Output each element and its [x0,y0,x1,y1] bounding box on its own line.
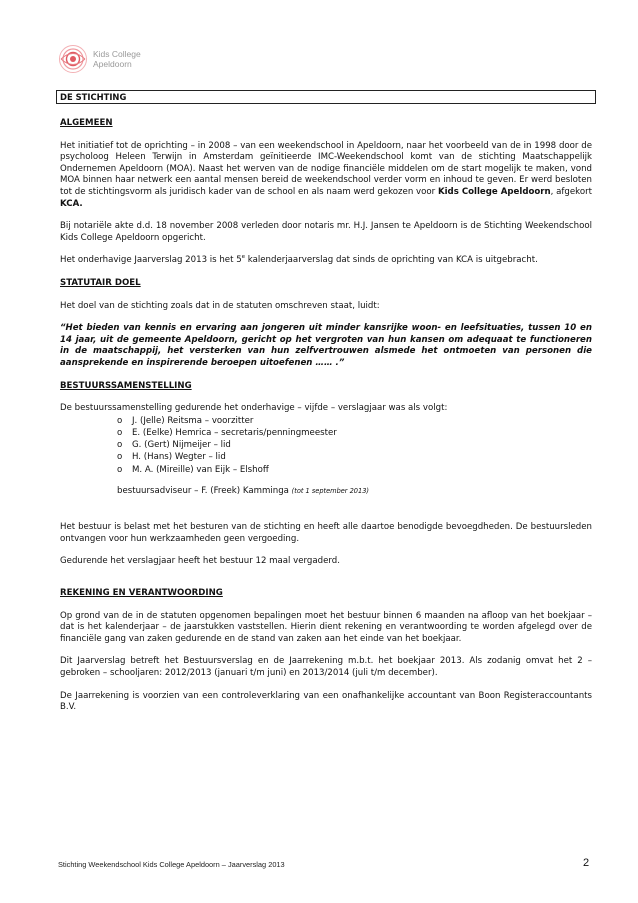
board-member-name: H. (Hans) Wegter – lid [132,452,226,463]
algemeen-paragraph-3 [60,255,592,267]
logo-wordmark [93,49,141,69]
rekening-paragraph-2: Dit Jaarverslag betreft het Bestuursverslag en de Jaarrekening m.b.t. het boekjaar 2013. Als zodanig omvat het 2 – gebroken – schooljaren: 2012/2013 (januari t/m juni) en 2013/2014 (juli t/m december). [60,656,592,679]
algemeen-p1-mid: , afgekort [550,186,592,197]
board-member [60,464,592,476]
board-member-name: E. (Eelke) Hemrica – secretaris/penningmeester [132,427,337,438]
document-body [60,118,592,725]
list-bullet-icon: o [117,464,123,475]
list-bullet-icon: o [117,440,123,451]
board-advisor [60,486,592,498]
heading-statutair-doel: STATUTAIR DOEL [60,277,141,288]
algemeen-paragraph-1 [60,141,592,211]
page-number: 2 [583,857,590,869]
algemeen-p3-a: Het onderhavige Jaarverslag 2013 is het 5 [60,255,242,266]
section-title-bar [56,90,596,104]
rekening-paragraph-3: De Jaarrekening is voorzien van een controleverklaring van een onafhankelijke accountant van Boon Registeraccountants B.V. [60,690,592,713]
school-abbreviation: KCA. [60,198,83,209]
board-advisor-note: (tot 1 september 2013) [291,486,369,495]
statutair-paragraph-1: Het doel van de stichting zoals dat in de statuten omschreven staat, luidt: [60,300,380,311]
spacer [60,579,592,588]
list-bullet-icon: o [117,427,123,438]
board-member [60,439,592,451]
board-advisor-name: bestuursadviseur – F. (Freek) Kamminga [117,485,292,496]
list-bullet-icon: o [117,452,123,463]
algemeen-p1-text: Het initiatief tot de oprichting – in 2008 – van een weekendschool in Apeldoorn, naar het voorbeeld van de in 1998 door de psycholoog Heleen Terwijn in Amsterdam geïnitieerde IMC-Weekendschool komt van de stichting Maatschappelijk Ondernemen Apeldoorn (MOA). Naast het werven van de nodige financiële middelen om de start mogelijk te maken, vond MOA binnen haar netwerk een aantal mensen bereid de weekendschool verder vorm en inhoud te geven. Er werd besloten tot de stichtingsvorm als juridisch kader van de school en als naam werd gekozen voor [60,140,592,197]
heading-bestuurssamenstelling: BESTUURSSAMENSTELLING [60,380,192,391]
heading-rekening-verantwoording: REKENING EN VERANTWOORDING [60,588,223,599]
board-member-name: G. (Gert) Nijmeijer – lid [132,440,231,451]
kids-college-logo-mark-icon [58,44,88,74]
logo-line-1: Kids College [93,49,141,59]
logo-line-2: Apeldoorn [93,59,132,69]
footer-text: Stichting Weekendschool Kids College Apeldoorn – Jaarverslag 2013 [58,860,285,869]
section-title: DE STICHTING [60,92,127,102]
algemeen-paragraph-2: Bij notariële akte d.d. 18 november 2008 verleden door notaris mr. H.J. Jansen te Apeldoorn is de Stichting Weekendschool Kids College Apeldoorn opgericht. [60,221,592,243]
heading-algemeen: ALGEMEEN [60,118,113,128]
bestuur-paragraph-2: Gedurende het verslagjaar heeft het bestuur 12 maal vergaderd. [60,556,340,567]
board-member-name: J. (Jelle) Reitsma – voorzitter [132,415,254,426]
board-member [60,427,592,439]
board-member-name: M. A. (Mireille) van Eijk – Elshoff [132,464,269,475]
rekening-paragraph-1: Op grond van de in de statuten opgenomen bepalingen moet het bestuur binnen 6 maanden na afloop van het boekjaar – dat is het kalenderjaar – de jaarstukken vaststellen. Hierin dient rekening en verantwoording te worden afgelegd over de financiële gang van zaken gedurende en de stand van zaken aan het einde van het boekjaar. [60,610,592,644]
school-name: Kids College Apeldoorn [437,186,551,197]
statutair-quote: “Het bieden van kennis en ervaring aan jongeren uit minder kansrijke woon- en leefsituaties, tussen 10 en 14 jaar, uit de gemeente Apeldoorn, gericht op het vergroten van hun kansen om adequaat te functioneren in de maatschappij, het versterken van hun zelfvertrouwen alsmede het ontmoeten van personen die aansprekende en inspirerende beroepen uitoefenen …… .” [60,323,592,368]
board-member-list [60,415,592,476]
algemeen-p3-sup: e [241,254,246,261]
board-member [60,451,592,463]
board-member [60,415,592,427]
bestuur-paragraph-1: Het bestuur is belast met het besturen van de stichting en heeft alle daartoe benodigde bevoegdheden. De bestuursleden ontvangen voor hun werkzaamheden geen vergoeding. [60,522,592,544]
bestuur-intro: De bestuurssamenstelling gedurende het onderhavige – vijfde – verslagjaar was als volgt: [60,403,448,414]
kids-college-logo [58,44,141,74]
list-bullet-icon: o [117,415,123,426]
algemeen-p3-b: kalenderjaarverslag dat sinds de oprichting van KCA is uitgebracht. [245,255,538,266]
